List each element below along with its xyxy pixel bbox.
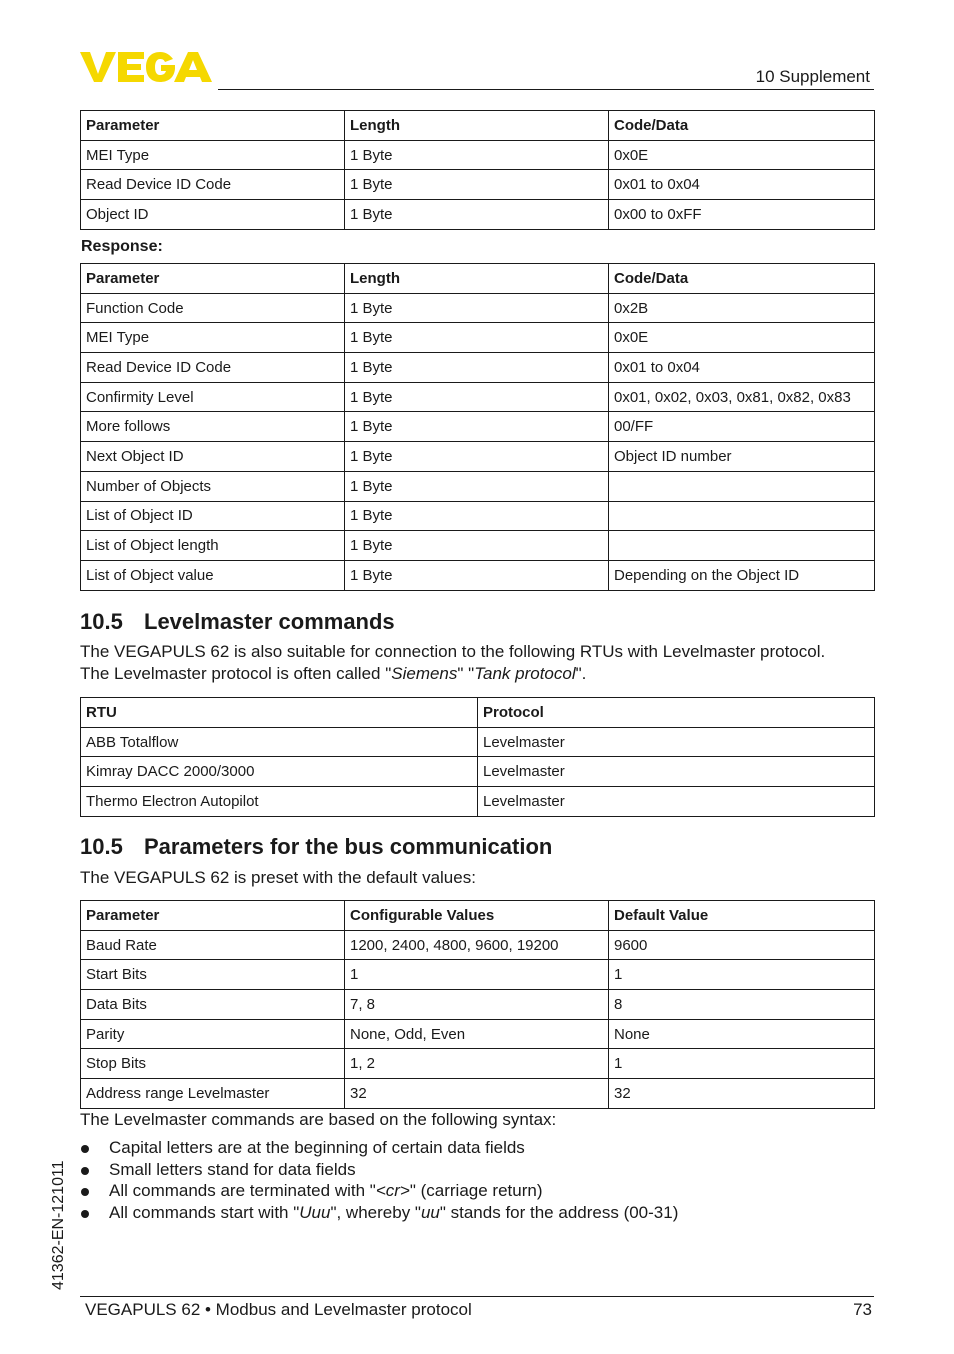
- table-cell: 0x0E: [609, 140, 875, 170]
- table-header-row: [81, 698, 875, 728]
- table-cell: 0x01 to 0x04: [609, 353, 875, 383]
- table-cell: 1: [609, 960, 875, 990]
- table-row: [81, 471, 875, 501]
- table-cell: 1 Byte: [345, 442, 609, 472]
- table-cell: Object ID: [81, 200, 345, 230]
- table-cell: Read Device ID Code: [81, 170, 345, 200]
- section-title: Levelmaster commands: [144, 609, 395, 634]
- table-cell: 0x2B: [609, 293, 875, 323]
- table-cell: 1 Byte: [345, 293, 609, 323]
- table-cell: 1 Byte: [345, 501, 609, 531]
- section-number: 10.5: [80, 609, 123, 634]
- table-cell: Data Bits: [81, 990, 345, 1020]
- section-title: Parameters for the bus communication: [144, 834, 553, 859]
- table-cell: Function Code: [81, 293, 345, 323]
- table-cell: ABB Totalflow: [81, 727, 478, 757]
- table-header-row: [81, 264, 875, 294]
- table-cell: 1 Byte: [345, 560, 609, 590]
- table-cell: Depending on the Object ID: [609, 560, 875, 590]
- table-cell: Thermo Electron Autopilot: [81, 787, 478, 817]
- column-header: RTU: [81, 698, 478, 728]
- table-cell: None: [609, 1019, 875, 1049]
- table-row: [81, 560, 875, 590]
- column-header: Parameter: [81, 111, 345, 141]
- table-row: [81, 200, 875, 230]
- column-header: Parameter: [81, 264, 345, 294]
- column-header: Length: [345, 111, 609, 141]
- table-row: [81, 930, 875, 960]
- table-row: [81, 140, 875, 170]
- table-row: [81, 442, 875, 472]
- table-cell: More follows: [81, 412, 345, 442]
- footer-title: VEGAPULS 62 • Modbus and Levelmaster protocol: [85, 1300, 472, 1319]
- table-cell: [609, 471, 875, 501]
- levelmaster-intro: [80, 641, 825, 685]
- header-section-title: 10 Supplement: [755, 67, 870, 86]
- table-row: [81, 787, 875, 817]
- header-rule: [218, 89, 874, 90]
- table-row: [81, 353, 875, 383]
- table-cell: 1 Byte: [345, 353, 609, 383]
- list-item: Small letters stand for data fields: [80, 1159, 678, 1181]
- column-header: Protocol: [478, 698, 875, 728]
- table-cell: Levelmaster: [478, 787, 875, 817]
- table-cell: Baud Rate: [81, 930, 345, 960]
- table-cell: 1 Byte: [345, 323, 609, 353]
- section-heading-levelmaster: [80, 609, 395, 635]
- syntax-bullet-list: [80, 1137, 678, 1224]
- table-cell: 1, 2: [345, 1049, 609, 1079]
- table-cell: [609, 501, 875, 531]
- table-cell: Levelmaster: [478, 757, 875, 787]
- table-cell: 0x0E: [609, 323, 875, 353]
- table-row: [81, 293, 875, 323]
- table-cell: 1 Byte: [345, 471, 609, 501]
- document-number: 41362-EN-121011: [50, 1160, 67, 1290]
- table-cell: List of Object value: [81, 560, 345, 590]
- table-cell: 1: [609, 1049, 875, 1079]
- table-cell: 1 Byte: [345, 382, 609, 412]
- bus-intro: The VEGAPULS 62 is preset with the default values:: [80, 868, 476, 887]
- table-row: [81, 757, 875, 787]
- table-header-row: [81, 901, 875, 931]
- table-row: [81, 1049, 875, 1079]
- request-table: [80, 110, 875, 230]
- table-cell: Confirmity Level: [81, 382, 345, 412]
- table-cell: Number of Objects: [81, 471, 345, 501]
- table-cell: 0x01, 0x02, 0x03, 0x81, 0x82, 0x83: [609, 382, 875, 412]
- table-cell: 32: [609, 1079, 875, 1109]
- response-table: [80, 263, 875, 591]
- table-cell: List of Object length: [81, 531, 345, 561]
- table-cell: 1200, 2400, 4800, 9600, 19200: [345, 930, 609, 960]
- table-cell: 1: [345, 960, 609, 990]
- table-cell: 9600: [609, 930, 875, 960]
- syntax-intro: The Levelmaster commands are based on the following syntax:: [80, 1110, 557, 1129]
- table-cell: Read Device ID Code: [81, 353, 345, 383]
- column-header: Code/Data: [609, 264, 875, 294]
- table-row: [81, 727, 875, 757]
- table-cell: [609, 531, 875, 561]
- bullet-icon: [81, 1145, 89, 1153]
- table-cell: 1 Byte: [345, 412, 609, 442]
- table-row: [81, 501, 875, 531]
- table-cell: 00/FF: [609, 412, 875, 442]
- table-row: [81, 170, 875, 200]
- table-cell: 7, 8: [345, 990, 609, 1020]
- table-row: [81, 382, 875, 412]
- list-item: Capital letters are at the beginning of certain data fields: [80, 1137, 678, 1159]
- table-cell: 1 Byte: [345, 200, 609, 230]
- table-cell: List of Object ID: [81, 501, 345, 531]
- bullet-icon: [81, 1167, 89, 1175]
- table-cell: MEI Type: [81, 140, 345, 170]
- table-cell: Object ID number: [609, 442, 875, 472]
- response-label: Response:: [81, 238, 163, 255]
- table-cell: None, Odd, Even: [345, 1019, 609, 1049]
- bus-parameter-table: [80, 900, 875, 1109]
- column-header: Configurable Values: [345, 901, 609, 931]
- table-cell: 1 Byte: [345, 170, 609, 200]
- table-row: [81, 990, 875, 1020]
- section-heading-bus: [80, 834, 552, 860]
- column-header: Parameter: [81, 901, 345, 931]
- column-header: Code/Data: [609, 111, 875, 141]
- section-number: 10.5: [80, 834, 123, 859]
- table-row: [81, 531, 875, 561]
- rtu-table: [80, 697, 875, 817]
- intro-line: The Levelmaster protocol is often called "Siemens" "Tank protocol".: [80, 664, 587, 683]
- intro-line: The VEGAPULS 62 is also suitable for connection to the following RTUs with Levelmaster protocol.: [80, 642, 826, 661]
- vega-logo: [80, 50, 212, 84]
- table-cell: 0x00 to 0xFF: [609, 200, 875, 230]
- table-cell: 32: [345, 1079, 609, 1109]
- table-row: [81, 412, 875, 442]
- table-cell: 0x01 to 0x04: [609, 170, 875, 200]
- page-number: 73: [853, 1300, 872, 1319]
- table-row: [81, 1079, 875, 1109]
- footer-rule: [80, 1296, 874, 1297]
- column-header: Length: [345, 264, 609, 294]
- bullet-icon: [81, 1188, 89, 1196]
- table-cell: MEI Type: [81, 323, 345, 353]
- table-cell: Stop Bits: [81, 1049, 345, 1079]
- table-cell: 8: [609, 990, 875, 1020]
- table-row: [81, 960, 875, 990]
- table-cell: 1 Byte: [345, 531, 609, 561]
- table-row: [81, 1019, 875, 1049]
- table-cell: Kimray DACC 2000/3000: [81, 757, 478, 787]
- table-cell: Parity: [81, 1019, 345, 1049]
- table-cell: Levelmaster: [478, 727, 875, 757]
- table-cell: Start Bits: [81, 960, 345, 990]
- table-cell: 1 Byte: [345, 140, 609, 170]
- table-header-row: [81, 111, 875, 141]
- table-cell: Next Object ID: [81, 442, 345, 472]
- table-cell: Address range Levelmaster: [81, 1079, 345, 1109]
- bullet-icon: [81, 1210, 89, 1218]
- list-item: All commands start with "Uuu", whereby "uu" stands for the address (00-31): [80, 1202, 678, 1224]
- list-item: All commands are terminated with "<cr>" (carriage return): [80, 1180, 678, 1202]
- column-header: Default Value: [609, 901, 875, 931]
- table-row: [81, 323, 875, 353]
